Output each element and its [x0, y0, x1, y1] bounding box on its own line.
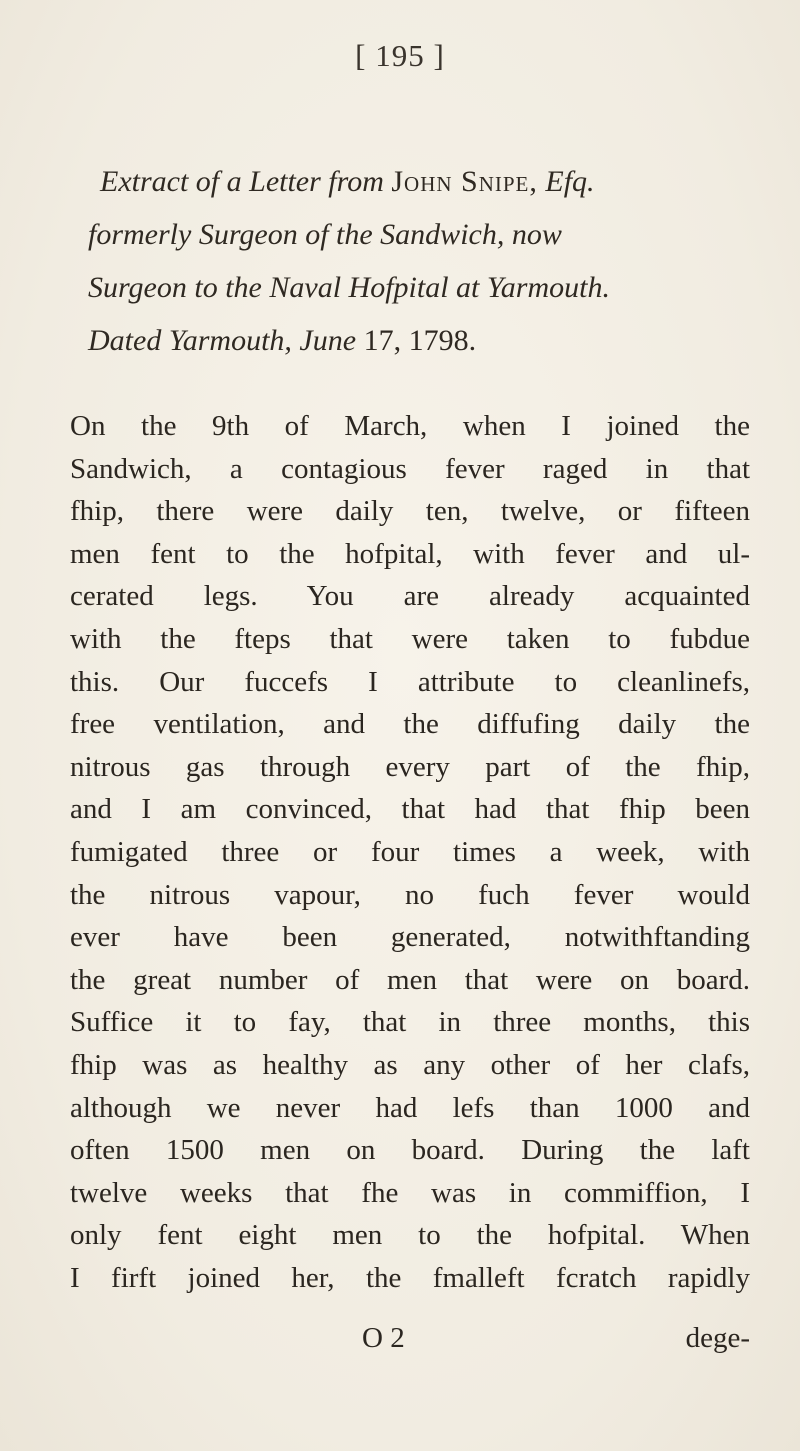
body-line-13: ever have been generated, notwithftanding — [70, 921, 750, 954]
body-line-12: the nitrous vapour, no fuch fever would — [70, 878, 750, 911]
body-line-7: this. Our fuccefs I attribute to cleanlinefs, — [70, 665, 750, 698]
body-line-6: with the fteps that were taken to fubdue — [70, 622, 750, 655]
body-line-11: fumigated three or four times a week, with — [70, 835, 750, 868]
letter-body — [70, 405, 750, 1299]
heading-line-2: formerly Surgeon of the Sandwich, now — [88, 218, 562, 251]
page-number: [ 195 ] — [355, 38, 445, 73]
body-line-21: I firft joined her, the fmalleft fcratch rapidly — [70, 1261, 750, 1294]
body-line-15: Suffice it to fay, that in three months, this — [70, 1006, 750, 1039]
body-line-19: twelve weeks that fhe was in commiffion, I — [70, 1176, 750, 1209]
heading-line-1-pre: Extract of a Letter from — [100, 165, 392, 198]
body-line-14: the great number of men that were on board. — [70, 963, 750, 996]
body-line-18: often 1500 men on board. During the laft — [70, 1134, 750, 1167]
body-line-10: and I am convinced, that had that fhip been — [70, 793, 750, 826]
body-line-17: although we never had lefs than 1000 and — [70, 1091, 750, 1124]
body-line-8: free ventilation, and the diffufing daily the — [70, 708, 750, 741]
signature-mark: O 2 — [362, 1322, 405, 1354]
page-footer — [70, 1322, 750, 1366]
letter-heading — [88, 155, 748, 367]
body-line-5: cerated legs. You are already acquainted — [70, 580, 750, 613]
dateline: Dated Yarmouth, June — [88, 324, 364, 357]
body-line-2: Sandwich, a contagious fever raged in that — [70, 452, 750, 485]
heading-line-4 — [88, 314, 748, 367]
heading-line-1 — [88, 155, 748, 208]
heading-line-3: Surgeon to the Naval Hofpital at Yarmouth. — [88, 271, 610, 304]
date-figures: 17, 1798. — [363, 324, 477, 357]
author-name: John Snipe, — [391, 165, 538, 198]
body-line-4: men fent to the hofpital, with fever and ul- — [70, 537, 750, 570]
body-line-16: fhip was as healthy as any other of her clafs, — [70, 1048, 750, 1081]
body-line-3: fhip, there were daily ten, twelve, or fifteen — [70, 495, 750, 528]
body-line-9: nitrous gas through every part of the fhip, — [70, 750, 750, 783]
catchword: dege- — [685, 1322, 750, 1354]
body-line-1: On the 9th of March, when I joined the — [70, 410, 750, 442]
heading-line-1-post: Efq. — [537, 165, 595, 198]
body-line-20: only fent eight men to the hofpital. When — [70, 1219, 750, 1252]
